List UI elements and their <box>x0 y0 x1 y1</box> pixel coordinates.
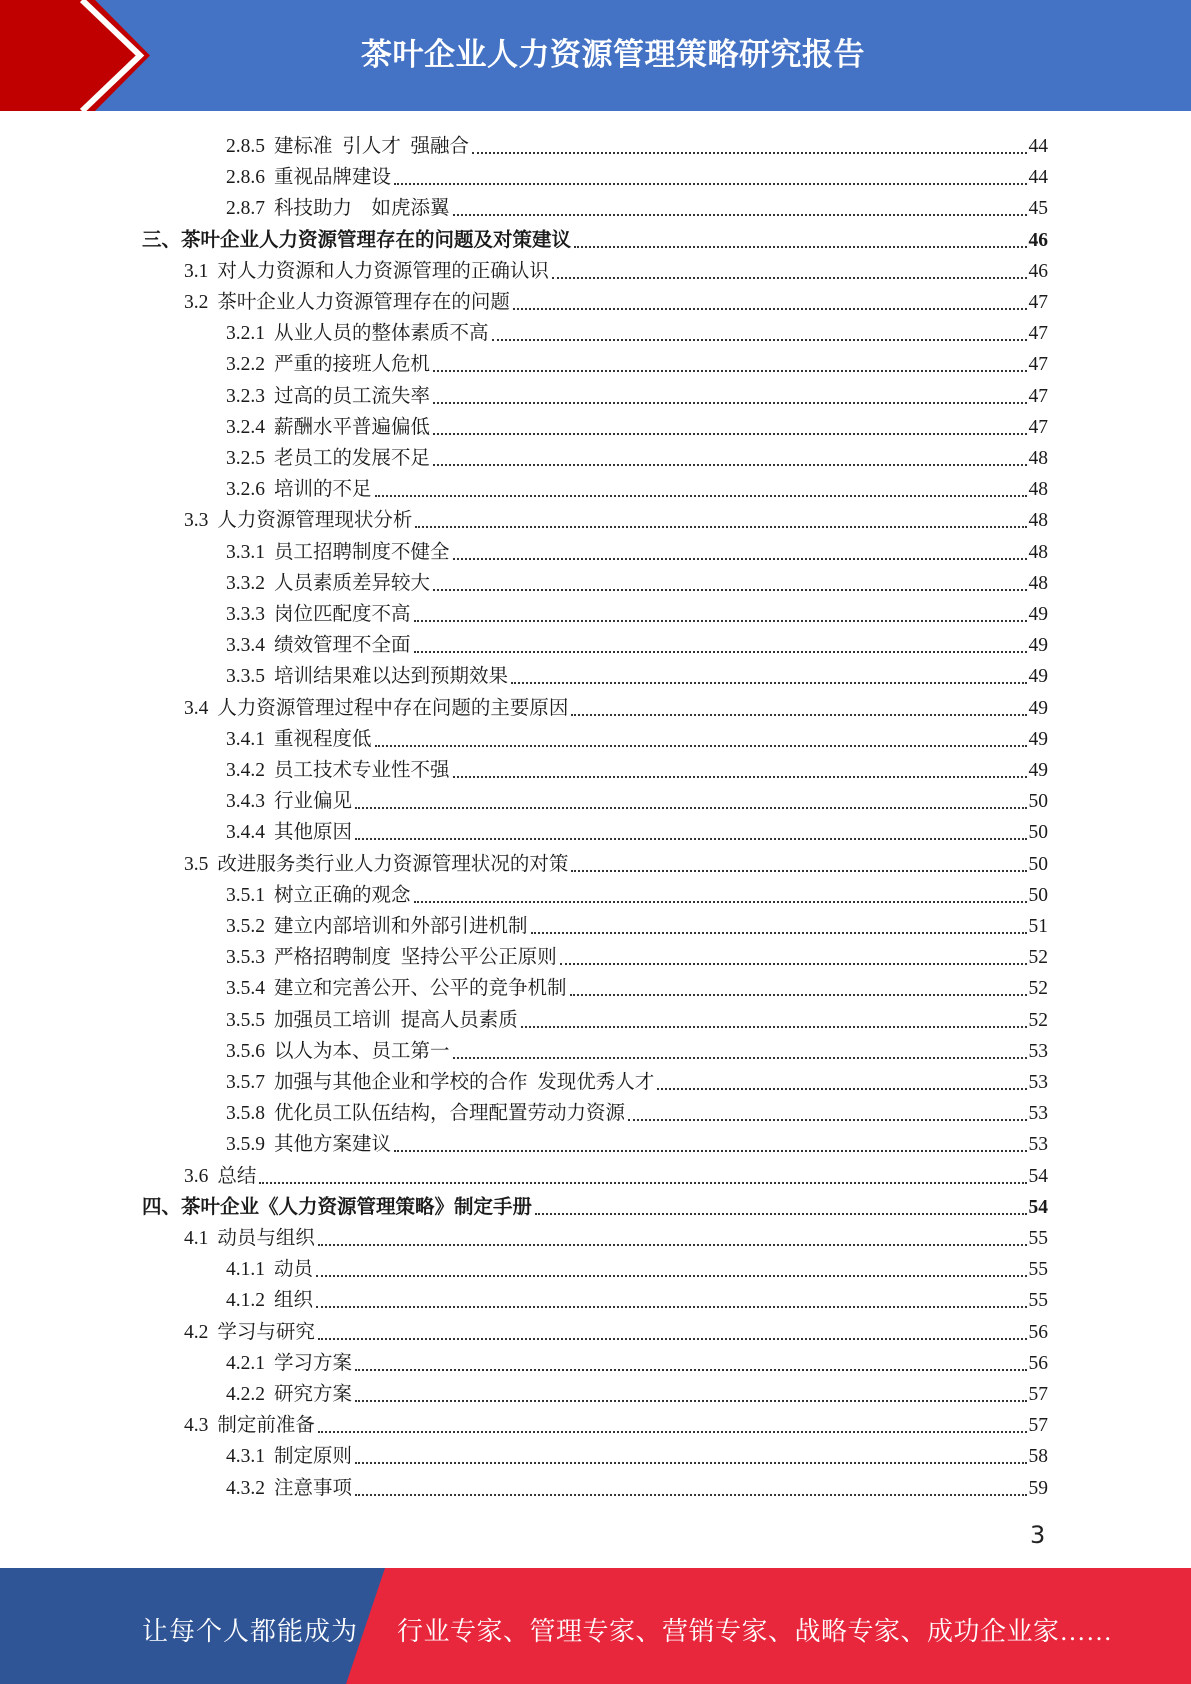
toc-entry-page: 48 <box>1028 479 1048 501</box>
toc-entry-page: 49 <box>1028 697 1048 719</box>
toc-entry-page: 55 <box>1028 1290 1048 1312</box>
toc-entry[interactable] <box>226 627 1048 658</box>
toc-entry-number: 3.5.2 <box>226 916 265 937</box>
toc-entry-title: 绩效管理不全面 <box>274 635 411 657</box>
toc-entry-page: 53 <box>1028 1040 1048 1062</box>
toc-entry-number: 3.2.6 <box>226 479 265 501</box>
page-header <box>0 0 1191 111</box>
toc-entry-page: 45 <box>1028 198 1048 220</box>
toc-dot-leader <box>571 870 1026 872</box>
toc-entry-title: 动员 <box>274 1259 314 1281</box>
toc-entry[interactable] <box>226 1126 1048 1157</box>
toc-entry-page: 52 <box>1028 947 1048 969</box>
toc-dot-leader <box>560 963 1027 965</box>
toc-entry[interactable] <box>184 253 1048 284</box>
toc-entry-title: 重视程度低 <box>274 728 372 750</box>
toc-entry-number: 3.2.1 <box>226 323 265 345</box>
toc-entry[interactable] <box>226 877 1048 908</box>
toc-entry-title: 动员与组织 <box>217 1228 315 1249</box>
toc-entry-number: 4.2 <box>184 1321 209 1343</box>
report-title: 茶叶企业人力资源管理策略研究报告 <box>361 37 865 73</box>
toc-dot-leader <box>453 214 1027 216</box>
toc-entry[interactable] <box>226 1470 1048 1501</box>
toc-entry[interactable] <box>226 783 1048 814</box>
toc-entry-page: 46 <box>1028 229 1048 251</box>
toc-entry-page: 47 <box>1028 416 1048 438</box>
toc-entry-number: 3.2.2 <box>226 354 265 376</box>
toc-entry[interactable] <box>226 752 1048 783</box>
toc-entry-title: 加强与其他企业和学校的合作 发现优秀人才 <box>274 1072 655 1093</box>
toc-entry-number: 3.4 <box>184 697 209 719</box>
toc-entry-title: 员工技术专业性不强 <box>274 760 450 781</box>
toc-entry-title: 严重的接班人危机 <box>274 354 431 376</box>
toc-entry-title: 制定前准备 <box>217 1415 315 1437</box>
toc-entry-title: 培训结果难以达到预期效果 <box>274 666 509 688</box>
toc-entry-number: 3.4.2 <box>226 760 265 781</box>
toc-entry[interactable] <box>184 284 1048 315</box>
toc-entry-page: 47 <box>1028 292 1048 313</box>
toc-entry-page: 50 <box>1028 853 1048 875</box>
toc-entry[interactable] <box>226 1002 1048 1033</box>
toc-entry-page: 59 <box>1028 1477 1048 1499</box>
toc-dot-leader <box>433 433 1026 435</box>
toc-dot-leader <box>316 1275 1026 1277</box>
toc-dot-leader <box>318 1244 1027 1246</box>
toc-entry[interactable] <box>226 939 1048 970</box>
toc-entry-page: 52 <box>1028 978 1048 1000</box>
toc-dot-leader <box>433 464 1026 466</box>
toc-entry[interactable] <box>226 721 1048 752</box>
toc-dot-leader <box>453 1057 1027 1059</box>
toc-dot-leader <box>453 558 1027 560</box>
toc-entry[interactable] <box>226 1345 1048 1376</box>
toc-entry-title: 从业人员的整体素质不高 <box>274 323 489 345</box>
toc-entry[interactable] <box>226 1438 1048 1469</box>
toc-entry-page: 49 <box>1028 666 1048 688</box>
toc-entry[interactable] <box>226 1251 1048 1282</box>
toc-dot-leader <box>259 1182 1026 1184</box>
toc-entry[interactable] <box>226 596 1048 627</box>
toc-entry-title: 学习方案 <box>274 1352 353 1374</box>
toc-entry[interactable] <box>226 378 1048 409</box>
toc-dot-leader <box>355 838 1026 840</box>
toc-dot-leader <box>552 277 1027 279</box>
toc-entry-number: 4.2.2 <box>226 1384 265 1405</box>
toc-dot-leader <box>375 745 1027 747</box>
toc-dot-leader <box>355 1400 1026 1402</box>
toc-entry-number: 3.4.3 <box>226 791 265 813</box>
toc-entry-page: 46 <box>1028 260 1048 282</box>
toc-entry-number: 3.3 <box>184 510 209 532</box>
toc-entry-page: 48 <box>1028 541 1048 563</box>
toc-entry[interactable] <box>184 1220 1048 1251</box>
toc-entry-title: 科技助力 如虎添翼 <box>274 198 450 220</box>
toc-entry[interactable] <box>142 1189 1048 1220</box>
toc-dot-leader <box>433 589 1026 591</box>
toc-entry-number: 3.4.1 <box>226 728 265 750</box>
toc-entry-page: 56 <box>1028 1321 1048 1343</box>
toc-dot-leader <box>375 495 1027 497</box>
toc-entry-page: 57 <box>1028 1384 1048 1405</box>
toc-entry-number: 3.5.1 <box>226 884 265 906</box>
toc-entry[interactable] <box>226 159 1048 190</box>
toc-entry-title: 过高的员工流失率 <box>274 385 431 407</box>
toc-entry[interactable] <box>184 846 1048 877</box>
toc-entry-number: 2.8.5 <box>226 136 265 157</box>
toc-dot-leader <box>574 246 1026 248</box>
toc-entry-number: 2.8.6 <box>226 167 265 189</box>
toc-dot-leader <box>571 714 1026 716</box>
toc-entry-page: 49 <box>1028 635 1048 657</box>
toc-entry[interactable] <box>226 1064 1048 1095</box>
toc-entry-title: 建立和完善公开、公平的竞争机制 <box>274 978 567 1000</box>
toc-dot-leader <box>492 339 1027 341</box>
toc-entry-page: 54 <box>1028 1196 1048 1218</box>
toc-entry-title: 对人力资源和人力资源管理的正确认识 <box>217 260 549 282</box>
toc-entry-title: 岗位匹配度不高 <box>274 604 411 625</box>
toc-entry-number: 3.3.5 <box>226 666 265 688</box>
toc-dot-leader <box>394 1150 1026 1152</box>
toc-entry-title: 学习与研究 <box>217 1321 315 1343</box>
toc-dot-leader <box>415 526 1026 528</box>
toc-entry-title: 改进服务类行业人力资源管理状况的对策 <box>217 853 569 875</box>
toc-entry-number: 3.5.6 <box>226 1040 265 1062</box>
toc-entry-number: 3.3.2 <box>226 572 265 594</box>
toc-entry-number: 3.5.4 <box>226 978 265 1000</box>
toc-entry-page: 53 <box>1028 1134 1048 1156</box>
toc-entry-number: 3.5.8 <box>226 1103 265 1125</box>
toc-entry[interactable] <box>226 814 1048 845</box>
toc-entry-page: 47 <box>1028 354 1048 376</box>
toc-entry-title: 研究方案 <box>274 1384 353 1405</box>
toc-dot-leader <box>657 1088 1026 1090</box>
toc-entry-title: 组织 <box>274 1290 314 1312</box>
toc-entry-number: 3.2 <box>184 292 209 313</box>
toc-entry-page: 51 <box>1028 916 1048 937</box>
toc-entry[interactable] <box>226 1033 1048 1064</box>
toc-entry-number: 2.8.7 <box>226 198 265 220</box>
toc-entry-title: 以人为本、员工第一 <box>274 1040 450 1062</box>
toc-entry-number: 3.6 <box>184 1165 209 1187</box>
toc-entry[interactable] <box>226 128 1048 159</box>
toc-entry-page: 48 <box>1028 448 1048 469</box>
toc-entry-title: 建立内部培训和外部引进机制 <box>274 916 528 937</box>
toc-entry-page: 47 <box>1028 385 1048 407</box>
toc-entry-number: 3.2.5 <box>226 448 265 469</box>
toc-entry-title: 老员工的发展不足 <box>274 448 431 469</box>
toc-entry[interactable] <box>184 1158 1048 1189</box>
toc-entry-page: 50 <box>1028 791 1048 813</box>
toc-dot-leader <box>355 1369 1026 1371</box>
toc-dot-leader <box>414 620 1027 622</box>
toc-entry[interactable] <box>226 565 1048 596</box>
toc-entry-page: 55 <box>1028 1228 1048 1249</box>
toc-dot-leader <box>316 1306 1026 1308</box>
toc-entry-title: 四、茶叶企业《人力资源管理策略》制定手册 <box>142 1196 533 1218</box>
toc-entry-number: 3.1 <box>184 260 209 282</box>
toc-entry-page: 47 <box>1028 323 1048 345</box>
toc-entry-title: 严格招聘制度 坚持公平公正原则 <box>274 947 557 969</box>
toc-entry-page: 49 <box>1028 604 1048 625</box>
footer-slogan: 让每个人都能成为 <box>142 1617 359 1646</box>
toc-entry-title: 三、茶叶企业人力资源管理存在的问题及对策建议 <box>142 229 572 251</box>
toc-entry-number: 3.2.4 <box>226 416 265 438</box>
toc-entry-page: 49 <box>1028 760 1048 781</box>
toc-entry[interactable] <box>142 222 1048 253</box>
toc-entry[interactable] <box>226 471 1048 502</box>
toc-dot-leader <box>433 402 1026 404</box>
toc-entry[interactable] <box>226 658 1048 689</box>
toc-entry-page: 54 <box>1028 1165 1048 1187</box>
toc-entry-number: 4.3 <box>184 1415 209 1437</box>
toc-entry[interactable] <box>226 908 1048 939</box>
toc-entry[interactable] <box>226 440 1048 471</box>
toc-entry-number: 3.2.3 <box>226 385 265 407</box>
toc-entry-title: 注意事项 <box>274 1477 353 1499</box>
toc-dot-leader <box>535 1213 1026 1215</box>
toc-dot-leader <box>355 1494 1026 1496</box>
toc-dot-leader <box>394 183 1026 185</box>
toc-entry-number: 3.3.1 <box>226 541 265 563</box>
toc-entry-title: 人员素质差异较大 <box>274 572 431 594</box>
toc-entry-number: 3.3.4 <box>226 635 265 657</box>
toc-entry-page: 50 <box>1028 822 1048 844</box>
toc-entry-title: 树立正确的观念 <box>274 884 411 906</box>
toc-entry-page: 44 <box>1028 167 1048 189</box>
toc-entry-title: 人力资源管理过程中存在问题的主要原因 <box>217 697 569 719</box>
toc-dot-leader <box>414 901 1027 903</box>
toc-entry[interactable] <box>226 1282 1048 1313</box>
toc-dot-leader <box>318 1431 1027 1433</box>
toc-entry-number: 4.1.1 <box>226 1259 265 1281</box>
toc-entry-title: 薪酬水平普遍偏低 <box>274 416 431 438</box>
toc-entry-number: 3.5.7 <box>226 1072 265 1093</box>
toc-entry[interactable] <box>226 1376 1048 1407</box>
toc-entry-page: 48 <box>1028 572 1048 594</box>
toc-entry[interactable] <box>184 1407 1048 1438</box>
toc-entry[interactable] <box>184 1314 1048 1345</box>
footer-roles: 行业专家、管理专家、营销专家、战略专家、成功企业家…… <box>397 1617 1113 1646</box>
toc-dot-leader <box>355 807 1026 809</box>
toc-entry-page: 53 <box>1028 1072 1048 1093</box>
toc-entry-page: 58 <box>1028 1446 1048 1468</box>
toc-entry-number: 4.2.1 <box>226 1352 265 1374</box>
toc-dot-leader <box>513 308 1027 310</box>
toc-entry-title: 建标准 引人才 强融合 <box>274 136 470 157</box>
toc-entry-title: 制定原则 <box>274 1446 353 1468</box>
toc-entry-title: 加强员工培训 提高人员素质 <box>274 1009 518 1031</box>
toc-entry-number: 3.5.9 <box>226 1134 265 1156</box>
toc-dot-leader <box>318 1338 1027 1340</box>
page-number: 3 <box>1030 1521 1046 1549</box>
toc-entry[interactable] <box>226 315 1048 346</box>
toc-entry-page: 52 <box>1028 1009 1048 1031</box>
toc-entry-number: 3.5.3 <box>226 947 265 969</box>
toc-entry-number: 3.4.4 <box>226 822 265 844</box>
toc-entry-title: 培训的不足 <box>274 479 372 501</box>
toc-entry-number: 4.1.2 <box>226 1290 265 1312</box>
toc-entry-page: 55 <box>1028 1259 1048 1281</box>
toc-entry-page: 49 <box>1028 728 1048 750</box>
toc-entry-number: 3.3.3 <box>226 604 265 625</box>
toc-entry-page: 48 <box>1028 510 1048 532</box>
toc-entry-title: 茶叶企业人力资源管理存在的问题 <box>217 292 510 313</box>
toc-dot-leader <box>433 370 1026 372</box>
toc-dot-leader <box>628 1119 1026 1121</box>
toc-entry-title: 重视品牌建设 <box>274 167 392 189</box>
page-footer <box>0 1568 1191 1684</box>
toc-dot-leader <box>531 932 1027 934</box>
toc-entry-title: 优化员工队伍结构，合理配置劳动力资源 <box>274 1103 626 1125</box>
toc-entry[interactable] <box>184 502 1048 533</box>
toc-entry[interactable] <box>226 409 1048 440</box>
toc-entry-title: 人力资源管理现状分析 <box>217 510 413 532</box>
toc-entry-page: 44 <box>1028 136 1048 157</box>
toc-dot-leader <box>570 994 1027 996</box>
toc-dot-leader <box>521 1026 1027 1028</box>
toc-entry[interactable] <box>184 690 1048 721</box>
toc-entry-number: 3.5.5 <box>226 1009 265 1031</box>
toc-entry[interactable] <box>226 1095 1048 1126</box>
toc-entry[interactable] <box>226 346 1048 377</box>
toc-entry-number: 4.3.1 <box>226 1446 265 1468</box>
toc-entry-page: 53 <box>1028 1103 1048 1125</box>
toc-dot-leader <box>472 152 1026 154</box>
toc-entry[interactable] <box>226 970 1048 1001</box>
toc-dot-leader <box>414 651 1027 653</box>
toc-dot-leader <box>453 776 1027 778</box>
toc-dot-leader <box>355 1462 1026 1464</box>
toc-entry-page: 56 <box>1028 1352 1048 1374</box>
toc-entry-title: 总结 <box>217 1165 257 1187</box>
toc-entry-title: 行业偏见 <box>274 791 353 813</box>
toc-entry-title: 其他原因 <box>274 822 353 844</box>
toc-entry[interactable] <box>226 534 1048 565</box>
toc-entry-page: 50 <box>1028 884 1048 906</box>
toc-entry-page: 57 <box>1028 1415 1048 1437</box>
toc-entry-number: 4.3.2 <box>226 1477 265 1499</box>
toc-entry-title: 员工招聘制度不健全 <box>274 541 450 563</box>
toc-entry-number: 4.1 <box>184 1228 209 1249</box>
toc-entry-number: 3.5 <box>184 853 209 875</box>
toc-entry[interactable] <box>226 190 1048 221</box>
toc-entry-title: 其他方案建议 <box>274 1134 392 1156</box>
toc-dot-leader <box>511 682 1026 684</box>
